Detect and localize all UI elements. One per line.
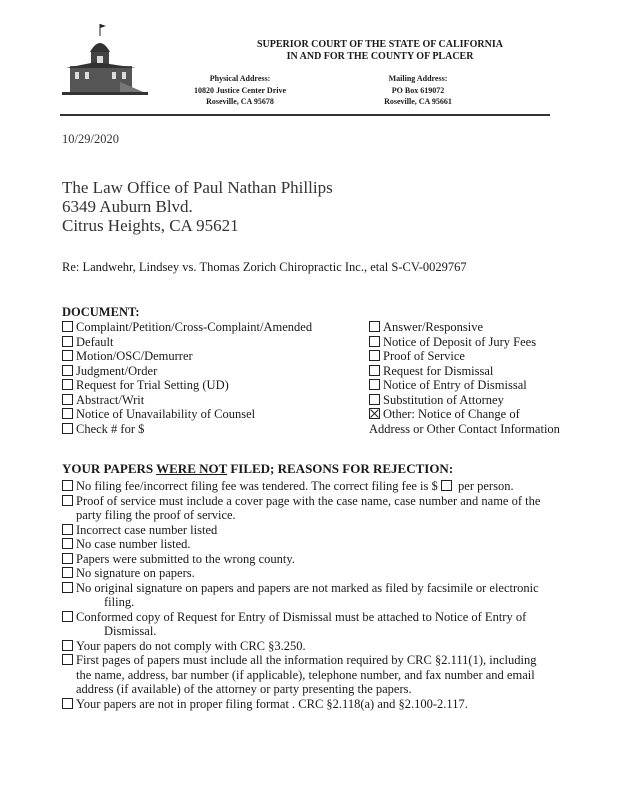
rejection-heading <box>62 461 453 477</box>
other-continuation: Address or Other Contact Information <box>369 421 560 436</box>
option-label: Notice of Deposit of Jury Fees <box>383 334 537 349</box>
option-label: Substitution of Attorney <box>383 392 504 407</box>
reason-text: Conformed copy of Request for Entry of Dismissal must be attached to Notice of Entry of <box>76 609 527 624</box>
option-label: Abstract/Writ <box>76 392 145 407</box>
checkbox[interactable] <box>62 480 73 491</box>
checkbox[interactable] <box>62 582 73 593</box>
physical-address-city: Roseville, CA 95678 <box>206 97 274 106</box>
checkbox[interactable] <box>62 524 73 535</box>
checkbox[interactable] <box>369 336 380 347</box>
reason-text: Incorrect case number listed <box>76 522 218 537</box>
mailing-address-label: Mailing Address: <box>388 74 448 83</box>
document-option[interactable] <box>62 335 312 350</box>
checkbox[interactable] <box>62 654 73 665</box>
option-label: Other: Notice of Change of <box>383 407 520 421</box>
county-name: IN AND FOR THE COUNTY OF PLACER <box>286 51 474 62</box>
mailing-address-pobox: PO Box 619072 <box>391 85 445 95</box>
option-label: Proof of Service <box>383 349 465 363</box>
mailing-address-city: Roseville, CA 95661 <box>384 97 452 106</box>
checked-checkbox[interactable] <box>369 408 380 419</box>
reason-item[interactable] <box>62 610 592 639</box>
checkbox[interactable] <box>62 553 73 564</box>
reason-text: Your papers do not comply with CRC §3.250. <box>76 638 306 653</box>
checkbox[interactable] <box>62 408 73 419</box>
checkbox[interactable] <box>62 365 73 376</box>
heading-underlined: WERE NOT <box>156 461 228 476</box>
heading-part: YOUR PAPERS <box>62 461 157 476</box>
document-heading: DOCUMENT: <box>62 305 140 319</box>
reason-text: Proof of service must include a cover page with the case name, case number and name of the <box>76 493 541 508</box>
checkbox[interactable] <box>62 640 73 651</box>
checkbox[interactable] <box>62 350 73 361</box>
reason-text: No filing fee/incorrect filing fee was tendered. The correct filing fee is $ <box>76 479 438 493</box>
letter-date: 10/29/2020 <box>62 132 119 146</box>
checkbox[interactable] <box>62 538 73 549</box>
checkbox[interactable] <box>369 394 380 405</box>
reason-item[interactable] <box>62 653 592 697</box>
reason-item[interactable] <box>62 697 592 712</box>
reason-item[interactable] <box>62 639 592 654</box>
document-option[interactable] <box>62 320 312 335</box>
document-option[interactable] <box>62 393 312 408</box>
reason-text: Dismissal. <box>104 624 157 638</box>
checkbox[interactable] <box>62 567 73 578</box>
recipient-city: Citrus Heights, CA 95621 <box>62 216 239 235</box>
option-label: Answer/Responsive <box>383 320 483 334</box>
reason-text: Papers were submitted to the wrong county. <box>76 551 295 566</box>
reason-text: No signature on papers. <box>76 566 195 580</box>
physical-address-label: Physical Address: <box>209 74 271 83</box>
reason-item[interactable] <box>62 581 592 610</box>
checkbox[interactable] <box>62 698 73 709</box>
courthouse-logo <box>60 22 152 102</box>
reason-text: party filing the proof of service. <box>76 508 236 522</box>
recipient-address <box>62 178 333 235</box>
reason-item[interactable] <box>62 566 592 581</box>
rejection-reasons <box>62 479 592 711</box>
physical-address <box>180 73 300 108</box>
fee-checkbox[interactable] <box>441 480 452 491</box>
reason-text: No case number listed. <box>76 537 191 551</box>
document-option[interactable] <box>369 335 560 350</box>
reason-item[interactable] <box>62 523 592 538</box>
mailing-address <box>358 73 478 108</box>
document-option[interactable] <box>369 349 560 364</box>
checkbox[interactable] <box>369 365 380 376</box>
physical-address-street: 10820 Justice Center Drive <box>193 85 287 95</box>
heading-part: FILED; REASONS FOR REJECTION: <box>227 461 454 476</box>
reason-text: No original signature on papers and papers are not marked as filed by facsimile or electronic <box>76 580 539 595</box>
reason-item[interactable] <box>62 537 592 552</box>
reason-item[interactable] <box>62 494 592 523</box>
reason-text: filing. <box>104 595 135 609</box>
document-option[interactable] <box>62 349 312 364</box>
reason-text: the name, address, bar number (if applicable), telephone number, and fax number and email <box>76 667 535 682</box>
document-option[interactable] <box>369 378 560 393</box>
option-label: Notice of Entry of Dismissal <box>383 378 527 392</box>
checkbox[interactable] <box>62 423 73 434</box>
checkbox[interactable] <box>369 379 380 390</box>
checkbox[interactable] <box>62 611 73 622</box>
recipient-street: 6349 Auburn Blvd. <box>62 197 193 216</box>
header-divider <box>60 114 550 116</box>
option-label: Motion/OSC/Demurrer <box>76 349 193 363</box>
option-label: Request for Dismissal <box>383 363 494 378</box>
document-option[interactable] <box>369 320 560 335</box>
recipient-name: The Law Office of Paul Nathan Phillips <box>62 178 333 197</box>
court-name: SUPERIOR COURT OF THE STATE OF CALIFORNIA <box>257 39 503 50</box>
option-label: Judgment/Order <box>76 363 158 378</box>
checkbox[interactable] <box>62 321 73 332</box>
checkbox[interactable] <box>62 394 73 405</box>
reason-item[interactable] <box>62 479 592 494</box>
checkbox[interactable] <box>62 336 73 347</box>
option-label: Notice of Unavailability of Counsel <box>76 407 256 421</box>
option-label: Default <box>76 334 114 349</box>
document-option[interactable] <box>62 422 312 437</box>
checkbox[interactable] <box>369 350 380 361</box>
document-option[interactable] <box>62 364 312 379</box>
document-option[interactable] <box>369 364 560 379</box>
document-option[interactable] <box>62 407 312 422</box>
reason-text: address (if available) of the attorney or party presenting the papers. <box>76 682 412 696</box>
reason-text: First pages of papers must include all the information required by CRC §2.111(1), including <box>76 653 537 667</box>
reason-text: Your papers are not in proper filing format . CRC §2.118(a) and §2.100-2.117. <box>76 696 468 711</box>
checkbox[interactable] <box>369 321 380 332</box>
option-label: Request for Trial Setting (UD) <box>76 378 229 392</box>
document-option-other[interactable] <box>369 407 560 422</box>
document-option[interactable] <box>369 393 560 408</box>
checkbox[interactable] <box>62 495 73 506</box>
option-label: Complaint/Petition/Cross-Complaint/Amended <box>76 320 313 334</box>
option-label: Check # for $ <box>76 421 145 436</box>
reason-item[interactable] <box>62 552 592 567</box>
document-left-column <box>62 320 312 436</box>
re-line: Re: Landwehr, Lindsey vs. Thomas Zorich Chiropractic Inc., etal S-CV-0029767 <box>62 260 467 274</box>
reason-text: per person. <box>454 479 514 493</box>
checkbox[interactable] <box>62 379 73 390</box>
document-right-column <box>369 320 560 436</box>
document-option[interactable] <box>62 378 312 393</box>
